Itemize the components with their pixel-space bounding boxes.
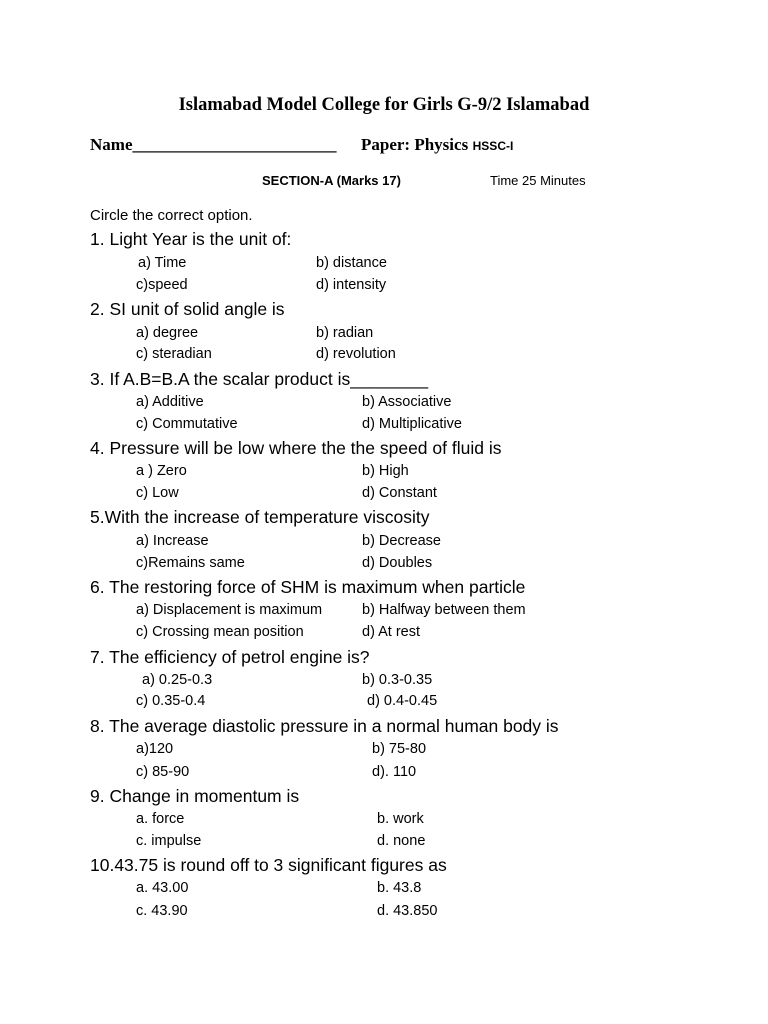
question-8: 8. The average diastolic pressure in a normal human body is [90,716,559,736]
q6-option-d: d) At rest [362,624,421,640]
q2-option-a: a) degree [136,325,199,341]
section-heading: SECTION-A (Marks 17) [262,173,401,188]
college-title: Islamabad Model College for Girls G-9/2 Islamabad [178,95,590,115]
q8-option-c: c) 85-90 [136,764,190,780]
q6-option-c: c) Crossing mean position [136,624,304,640]
q1-option-a: a) Time [138,255,187,271]
q9-option-b: b. work [377,811,424,827]
q9-option-c: c. impulse [136,833,202,849]
q1-option-c: c)speed [136,277,188,293]
q2-option-c: c) steradian [136,346,212,362]
q4-option-b: b) High [362,463,409,479]
q5-option-c: c)Remains same [136,555,245,571]
q3-option-d: d) Multiplicative [362,416,462,432]
q6-option-a: a) Displacement is maximum [136,602,323,618]
paper-level: HSSC-I [472,139,514,153]
q4-option-c: c) Low [136,485,179,501]
question-4: 4. Pressure will be low where the the speed of fluid is [90,438,502,458]
paper-heading [361,135,513,155]
name-field: Name________________________ [90,135,337,154]
q3-option-a: a) Additive [136,394,204,410]
question-6: 6. The restoring force of SHM is maximum when particle [90,577,526,597]
q10-option-a: a. 43.00 [136,880,189,896]
q8-option-d: d). 110 [372,764,417,780]
q7-option-c: c) 0.35-0.4 [136,693,206,709]
question-3: 3. If A.B=B.A the scalar product is________ [90,369,429,389]
q7-option-a: a) 0.25-0.3 [142,672,213,688]
q9-option-a: a. force [136,811,185,827]
q7-option-d: d) 0.4-0.45 [367,693,438,709]
q1-option-d: d) intensity [316,277,387,293]
q4-option-a: a ) Zero [136,463,187,479]
question-5: 5.With the increase of temperature viscosity [90,507,430,527]
instruction-text: Circle the correct option. [90,207,253,224]
q7-option-b: b) 0.3-0.35 [362,672,433,688]
q2-option-b: b) radian [316,325,374,341]
q10-option-c: c. 43.90 [136,903,188,919]
question-10: 10.43.75 is round off to 3 significant figures as [90,855,447,875]
q3-option-b: b) Associative [362,394,452,410]
question-2: 2. SI unit of solid angle is [90,299,285,319]
q3-option-c: c) Commutative [136,416,238,432]
q9-option-d: d. none [377,833,426,849]
q10-option-b: b. 43.8 [377,880,422,896]
question-9: 9. Change in momentum is [90,786,300,806]
question-1: 1. Light Year is the unit of: [90,229,292,249]
paper-label: Paper: Physics [361,135,469,154]
q1-option-b: b) distance [316,255,387,271]
q5-option-b: b) Decrease [362,533,441,549]
q6-option-b: b) Halfway between them [362,602,526,618]
time-limit: Time 25 Minutes [490,173,586,188]
q8-option-a: a)120 [136,741,174,757]
q5-option-a: a) Increase [136,533,209,549]
q10-option-d: d. 43.850 [377,903,438,919]
question-7: 7. The efficiency of petrol engine is? [90,647,370,667]
q4-option-d: d) Constant [362,485,437,501]
q8-option-b: b) 75-80 [372,741,427,757]
q2-option-d: d) revolution [316,346,396,362]
q5-option-d: d) Doubles [362,555,433,571]
